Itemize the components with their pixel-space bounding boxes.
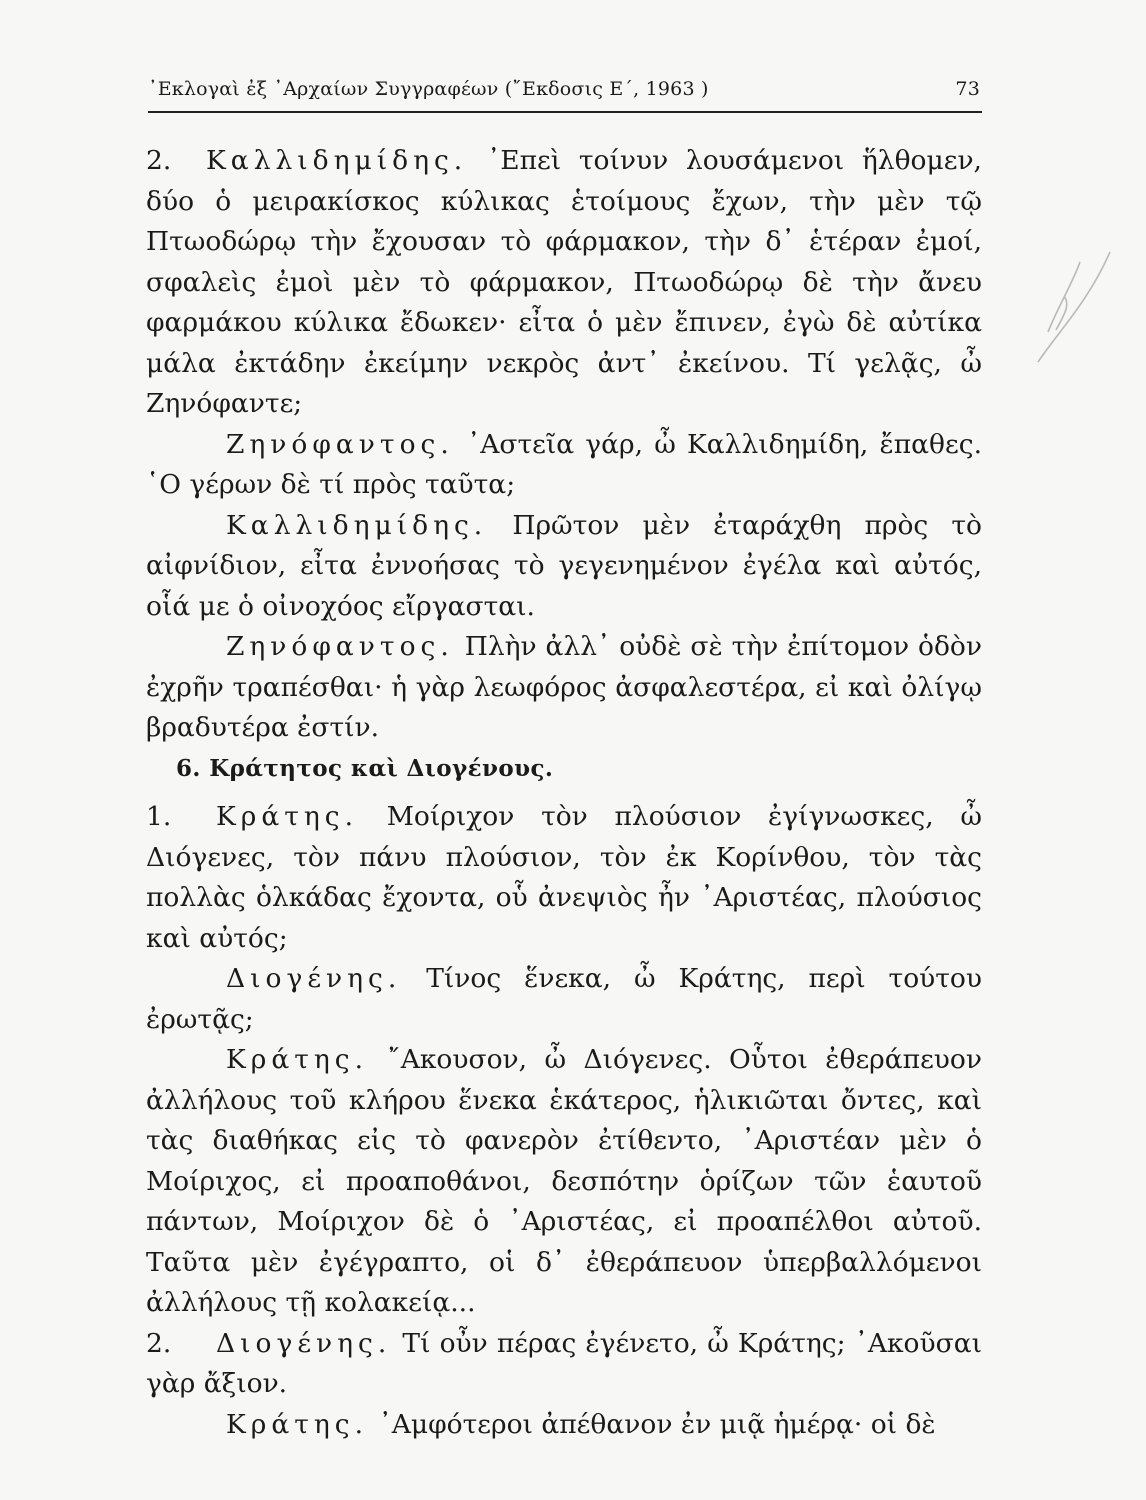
paragraph: [146, 797, 982, 959]
paragraph: [146, 627, 982, 749]
paragraph-number: 2.: [146, 1327, 172, 1359]
paragraph: [146, 959, 982, 1040]
paragraph: [146, 141, 982, 425]
speaker-name: Διογένης.: [216, 1327, 392, 1359]
speaker-name: Κράτης.: [216, 801, 359, 832]
paragraph: [146, 1324, 982, 1405]
paragraph-text: ᾿Επεὶ τοίνυν λουσάμενοι ἥλθομεν, δύο ὁ μειρακίσκος κύλικας ἑτοίμους ἔχων, τὴν μὲν τῷ Πτωοδώρῳ τὴν ἔχουσαν τὸ φάρμακον, τὴν δ᾿ ἑτέραν ἐμοί, σφαλεὶς ἐμοὶ μὲν τὸ φάρμακον, Πτωοδώρῳ δὲ τὴν ἄνευ φαρμάκου κύλικα ἔδωκεν· εἶτα ὁ μὲν ἔπινεν, ἐγὼ δὲ αὐτίκα μάλα ἐκτάδην ἐκείμην νεκρὸς ἀντ᾿ ἐκείνου. Τί γελᾷς, ὦ Ζηνόφαντε;: [146, 145, 982, 419]
speaker-name: Διογένης.: [226, 963, 402, 994]
page-number: 73: [955, 78, 980, 100]
paragraph-number: 1.: [146, 801, 172, 832]
speaker-name: Κράτης.: [226, 1044, 369, 1075]
header-rule: [148, 111, 982, 113]
speaker-name: Καλλιδημίδης.: [206, 145, 468, 176]
paragraph: [146, 1405, 982, 1446]
section-title: 6. Κράτητος καὶ Διογένους.: [176, 754, 554, 782]
main-text: [146, 141, 982, 1445]
paragraph-text: Πρῶτον μὲν ἐταράχθη πρὸς τὸ αἰφνίδιον, εἶτα ἐννοήσας τὸ γεγενημένον ἐγέλα καὶ αὐτός, οἷά με ὁ οἰνοχόος εἴργασται.: [146, 509, 982, 622]
paragraph-text: Τί οὖν πέρας ἐγένετο, ὦ Κράτης; ᾿Ακοῦσαι γὰρ ἄξιον.: [146, 1327, 982, 1399]
paragraph-text: ῎Ακουσον, ὦ Διόγενες. Οὗτοι ἐθεράπευον ἀλλήλους τοῦ κλήρου ἕνεκα ἑκάτερος, ἡλικιῶται ὄντες, καὶ τὰς διαθήκας εἰς τὸ φανερὸν ἐτίθεντο, ᾿Αριστέαν μὲν ὁ Μοίριχος, εἰ προαποθάνοι, δεσπότην ὁρίζων τῶν ἑαυτοῦ πάντων, Μοίριχον δὲ ὁ ᾿Αριστέας, εἰ προαπέλθοι αὐτοῦ. Ταῦτα μὲν ἐγέγραπτο, οἱ δ᾿ ἐθεράπευον ὑπερβαλλόμενοι ἀλλήλους τῇ κολακείᾳ...: [146, 1044, 982, 1318]
paragraph-text: Τίνος ἕνεκα, ὦ Κράτης, περὶ τούτου ἐρωτᾷς;: [146, 963, 982, 1035]
paragraph: [146, 506, 982, 628]
paragraph-number: 2.: [146, 145, 172, 176]
paragraph-text: ᾿Αμφότεροι ἀπέθανον ἐν μιᾷ ἡμέρᾳ· οἱ δὲ: [378, 1408, 936, 1440]
paragraph-text: ᾿Αστεῖα γάρ, ὦ Καλλιδημίδη, ἔπαθες. ῾Ο γέρων δὲ τί πρὸς ταῦτα;: [146, 428, 982, 500]
paragraph: [146, 425, 982, 506]
speaker-name: Ζηνόφαντος.: [226, 631, 454, 662]
paragraph-text: Μοίριχον τὸν πλούσιον ἐγίγνωσκες, ὦ Διόγενες, τὸν πάνυ πλούσιον, τὸν ἐκ Κορίνθου, τὸν τὰς πολλὰς ὁλκάδας ἔχοντα, οὗ ἀνεψιὸς ἦν ᾿Αριστέας, πλούσιος καὶ αὐτός;: [146, 801, 982, 954]
running-title: ᾿Εκλογαὶ ἐξ ᾿Αρχαίων Συγγραφέων (῎Εκδοσις Ε΄, 1963 ): [148, 78, 709, 100]
paragraph-text: Πλὴν ἀλλ᾿ οὐδὲ σὲ τὴν ἐπίτομον ὁδὸν ἐχρῆν τραπέσθαι· ἡ γὰρ λεωφόρος ἀσφαλεστέρα, εἰ καὶ ὀλίγῳ βραδυτέρα ἐστίν.: [146, 631, 982, 743]
page-header: [148, 78, 980, 100]
speaker-name: Ζηνόφαντος.: [226, 428, 454, 460]
speaker-name: Καλλιδημίδης.: [226, 509, 488, 541]
pencil-mark-icon: [1018, 212, 1118, 372]
paragraph: [146, 1040, 982, 1324]
speaker-name: Κράτης.: [226, 1408, 369, 1440]
